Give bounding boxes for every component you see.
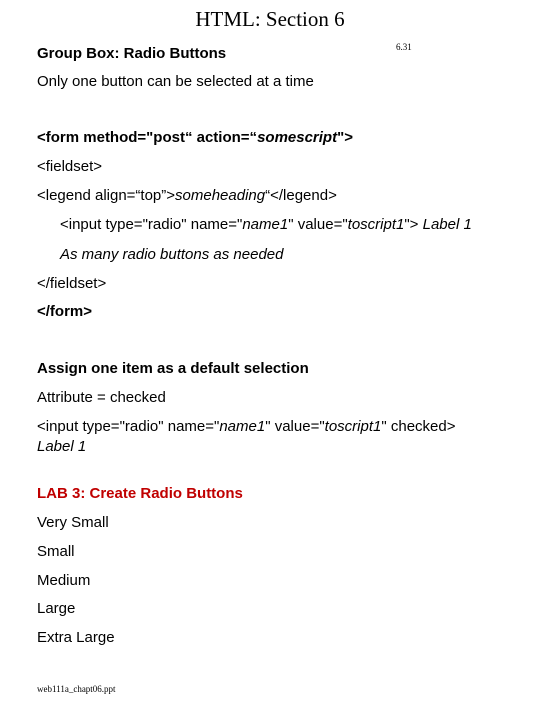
slide-number: 6.31 <box>396 42 412 52</box>
option-very-small: Very Small <box>37 514 109 531</box>
intro-text: Only one button can be selected at a time <box>37 73 314 90</box>
option-small: Small <box>37 543 75 560</box>
input-pre2: " value=" <box>288 216 348 233</box>
option-large: Large <box>37 600 76 617</box>
option-extra-large: Extra Large <box>37 629 115 646</box>
checked-pre1: <input type="radio" name=" <box>37 418 220 435</box>
legend-pre: <legend align=“top”> <box>37 187 176 204</box>
legend-post: “</legend> <box>265 187 337 204</box>
many-buttons-note <box>60 245 283 265</box>
input-pre1: <input type="radio" name=" <box>60 216 243 233</box>
many-buttons-text: As many radio buttons as needed <box>60 246 284 263</box>
input-label: Label 1 <box>422 216 472 233</box>
checked-label: Label 1 <box>37 438 87 455</box>
checked-name: name1 <box>219 418 266 435</box>
checked-pre2: " value=" <box>265 418 325 435</box>
form-open-pre: <form method="post“ action=“ <box>37 129 258 146</box>
input-post: "> <box>404 216 423 233</box>
input-value: toscript1 <box>347 216 405 233</box>
footer-filename: web111a_chapt06.ppt <box>37 684 116 694</box>
section-subtitle: Group Box: Radio Buttons <box>37 45 227 62</box>
lab-heading: LAB 3: Create Radio Buttons <box>37 485 243 502</box>
checked-post: " checked> <box>381 418 456 435</box>
input-name: name1 <box>242 216 289 233</box>
slide-title: HTML: Section 6 <box>195 7 345 31</box>
form-close-code: </form> <box>37 303 93 320</box>
fieldset-open-code: <fieldset> <box>37 158 103 175</box>
legend-code <box>37 186 337 206</box>
legend-heading: someheading <box>175 187 266 204</box>
option-medium: Medium <box>37 572 91 589</box>
attribute-checked-text: Attribute = checked <box>37 389 166 406</box>
checked-value: toscript1 <box>324 418 382 435</box>
checked-input-code <box>37 417 507 457</box>
input-radio-code <box>60 215 472 235</box>
form-open-action: somescript <box>257 129 338 146</box>
fieldset-close-code: </fieldset> <box>37 275 107 292</box>
form-open-post: "> <box>337 129 353 146</box>
form-open-code <box>37 128 353 148</box>
default-selection-heading: Assign one item as a default selection <box>37 360 309 377</box>
